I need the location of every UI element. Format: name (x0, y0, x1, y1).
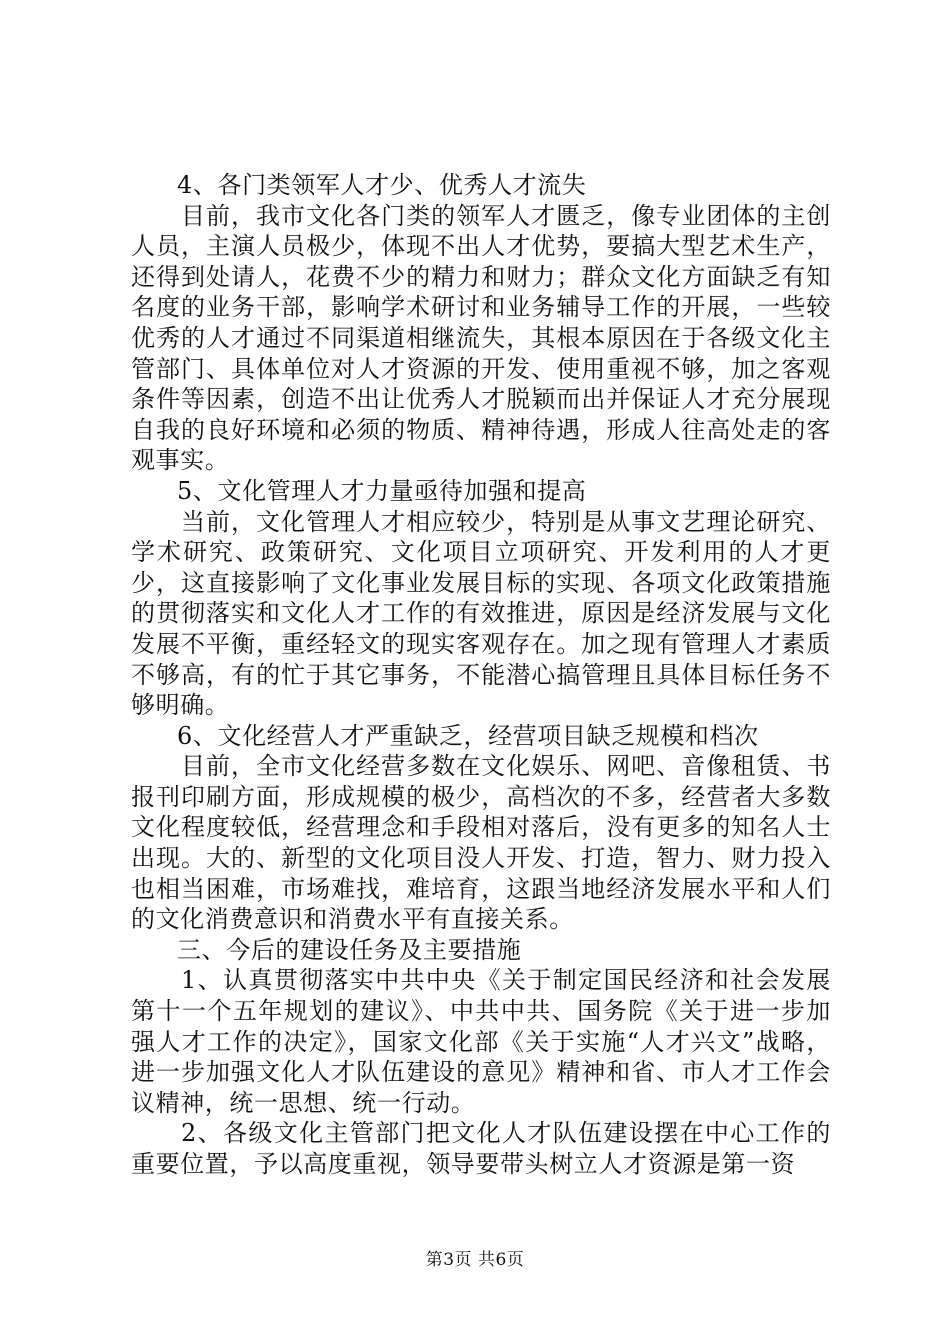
section-heading-6: 6、文化经营人才严重缺乏，经营项目缺乏规模和档次 (177, 721, 759, 750)
paragraph-measure-2: 2、各级文化主管部门把文化人才队伍建设摆在中心工作的重要位置，予以高度重视，领导要带头树立人才资源是第一资 (131, 1119, 831, 1178)
document-body (131, 170, 831, 1180)
section-heading-4: 4、各门类领军人才少、优秀人才流失 (177, 171, 587, 199)
paragraph-measure-1: 1、认真贯彻落实中共中央《关于制定国民经济和社会发展第十一个五年规划的建议》、中共中共、国务院《关于进一步加强人才工作的决定》，国家文化部《关于实施“人才兴文”战略，进一步加强文化人才队伍建设的意见》精神和省、市人才工作会议精神，统一思想、统一行动。 (131, 966, 831, 1117)
section-heading-tasks: 三、今后的建设任务及主要措施 (177, 935, 522, 964)
paragraph-leading-talent: 目前，我市文化各门类的领军人才匮乏，像专业团体的主创人员，主演人员极少，体现不出人才优势，要搞大型艺术生产，还得到处请人，花费不少的精力和财力；群众文化方面缺乏有知名度的业务干部，影响学术研讨和业务辅导工作的开展，一些较优秀的人才通过不同渠道相继流失，其根本原因在于各级文化主管部门、具体单位对人才资源的开发、使用重视不够，加之客观条件等因素，创造不出让优秀人才脱颖而出并保证人才充分展现自我的良好环境和必须的物质、精神待遇，形成人往高处走的客观事实。 (131, 201, 831, 475)
page-number-footer: 第3页 共6页 (425, 1250, 525, 1270)
paragraph-business-talent: 目前，全市文化经营多数在文化娱乐、网吧、音像租赁、书报刊印刷方面，形成规模的极少，高档次的不多，经营者大多数文化程度较低，经营理念和手段相对落后，没有更多的知名人士出现。大的、新型的文化项目没人开发、打造，智力、财力投入也相当困难，市场难找，难培育，这跟当地经济发展水平和人们的文化消费意识和消费水平有直接关系。 (131, 752, 831, 934)
section-heading-5: 5、文化管理人才力量亟待加强和提高 (177, 476, 587, 505)
paragraph-management-talent: 当前，文化管理人才相应较少，特别是从事文艺理论研究、学术研究、政策研究、文化项目立项研究、开发利用的人才更少，这直接影响了文化事业发展目标的实现、各项文化政策措施的贯彻落实和文化人才工作的有效推进，原因是经济发展与文化发展不平衡，重经轻文的现实客观存在。加之现有管理人才素质不够高，有的忙于其它事务，不能潜心搞管理且具体目标任务不够明确。 (131, 507, 831, 720)
